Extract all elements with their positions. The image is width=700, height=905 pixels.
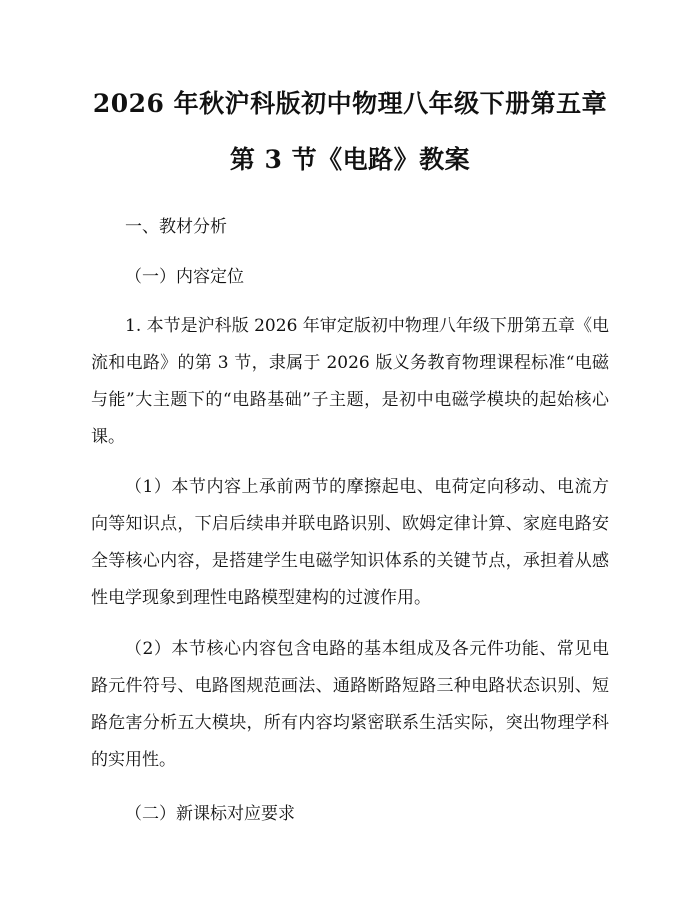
paragraph-3: （2）本节核心内容包含电路的基本组成及各元件功能、常见电路元件符号、电路图规范画法、通路断路短路三种电路状态识别、短路危害分析五大模块，所有内容均紧密联系生活实际，突出物理学科的实用性。: [91, 639, 609, 770]
document-title-line2: 第 3 节《电路》教案: [229, 145, 471, 174]
subsection-heading-content-positioning: （一）内容定位: [125, 267, 244, 287]
section-heading-textbook-analysis: 一、教材分析: [125, 217, 227, 237]
paragraph-1: 1. 本节是沪科版 2026 年审定版初中物理八年级下册第五章《电流和电路》的第 3 节，隶属于 2026 版义务教育物理课程标准“电磁与能”大主题下的“电路基础”子主题，是初中电磁学模块的起始核心课。: [91, 316, 609, 447]
document-title-line1: 2026 年秋沪科版初中物理八年级下册第五章: [92, 89, 608, 118]
subsection-heading-curriculum-requirements: （二）新课标对应要求: [125, 804, 295, 824]
paragraph-2: （1）本节内容上承前两节的摩擦起电、电荷定向移动、电流方向等知识点，下启后续串并联电路识别、欧姆定律计算、家庭电路安全等核心内容，是搭建学生电磁学知识体系的关键节点，承担着从感性电学现象到理性电路模型建构的过渡作用。: [91, 477, 609, 608]
